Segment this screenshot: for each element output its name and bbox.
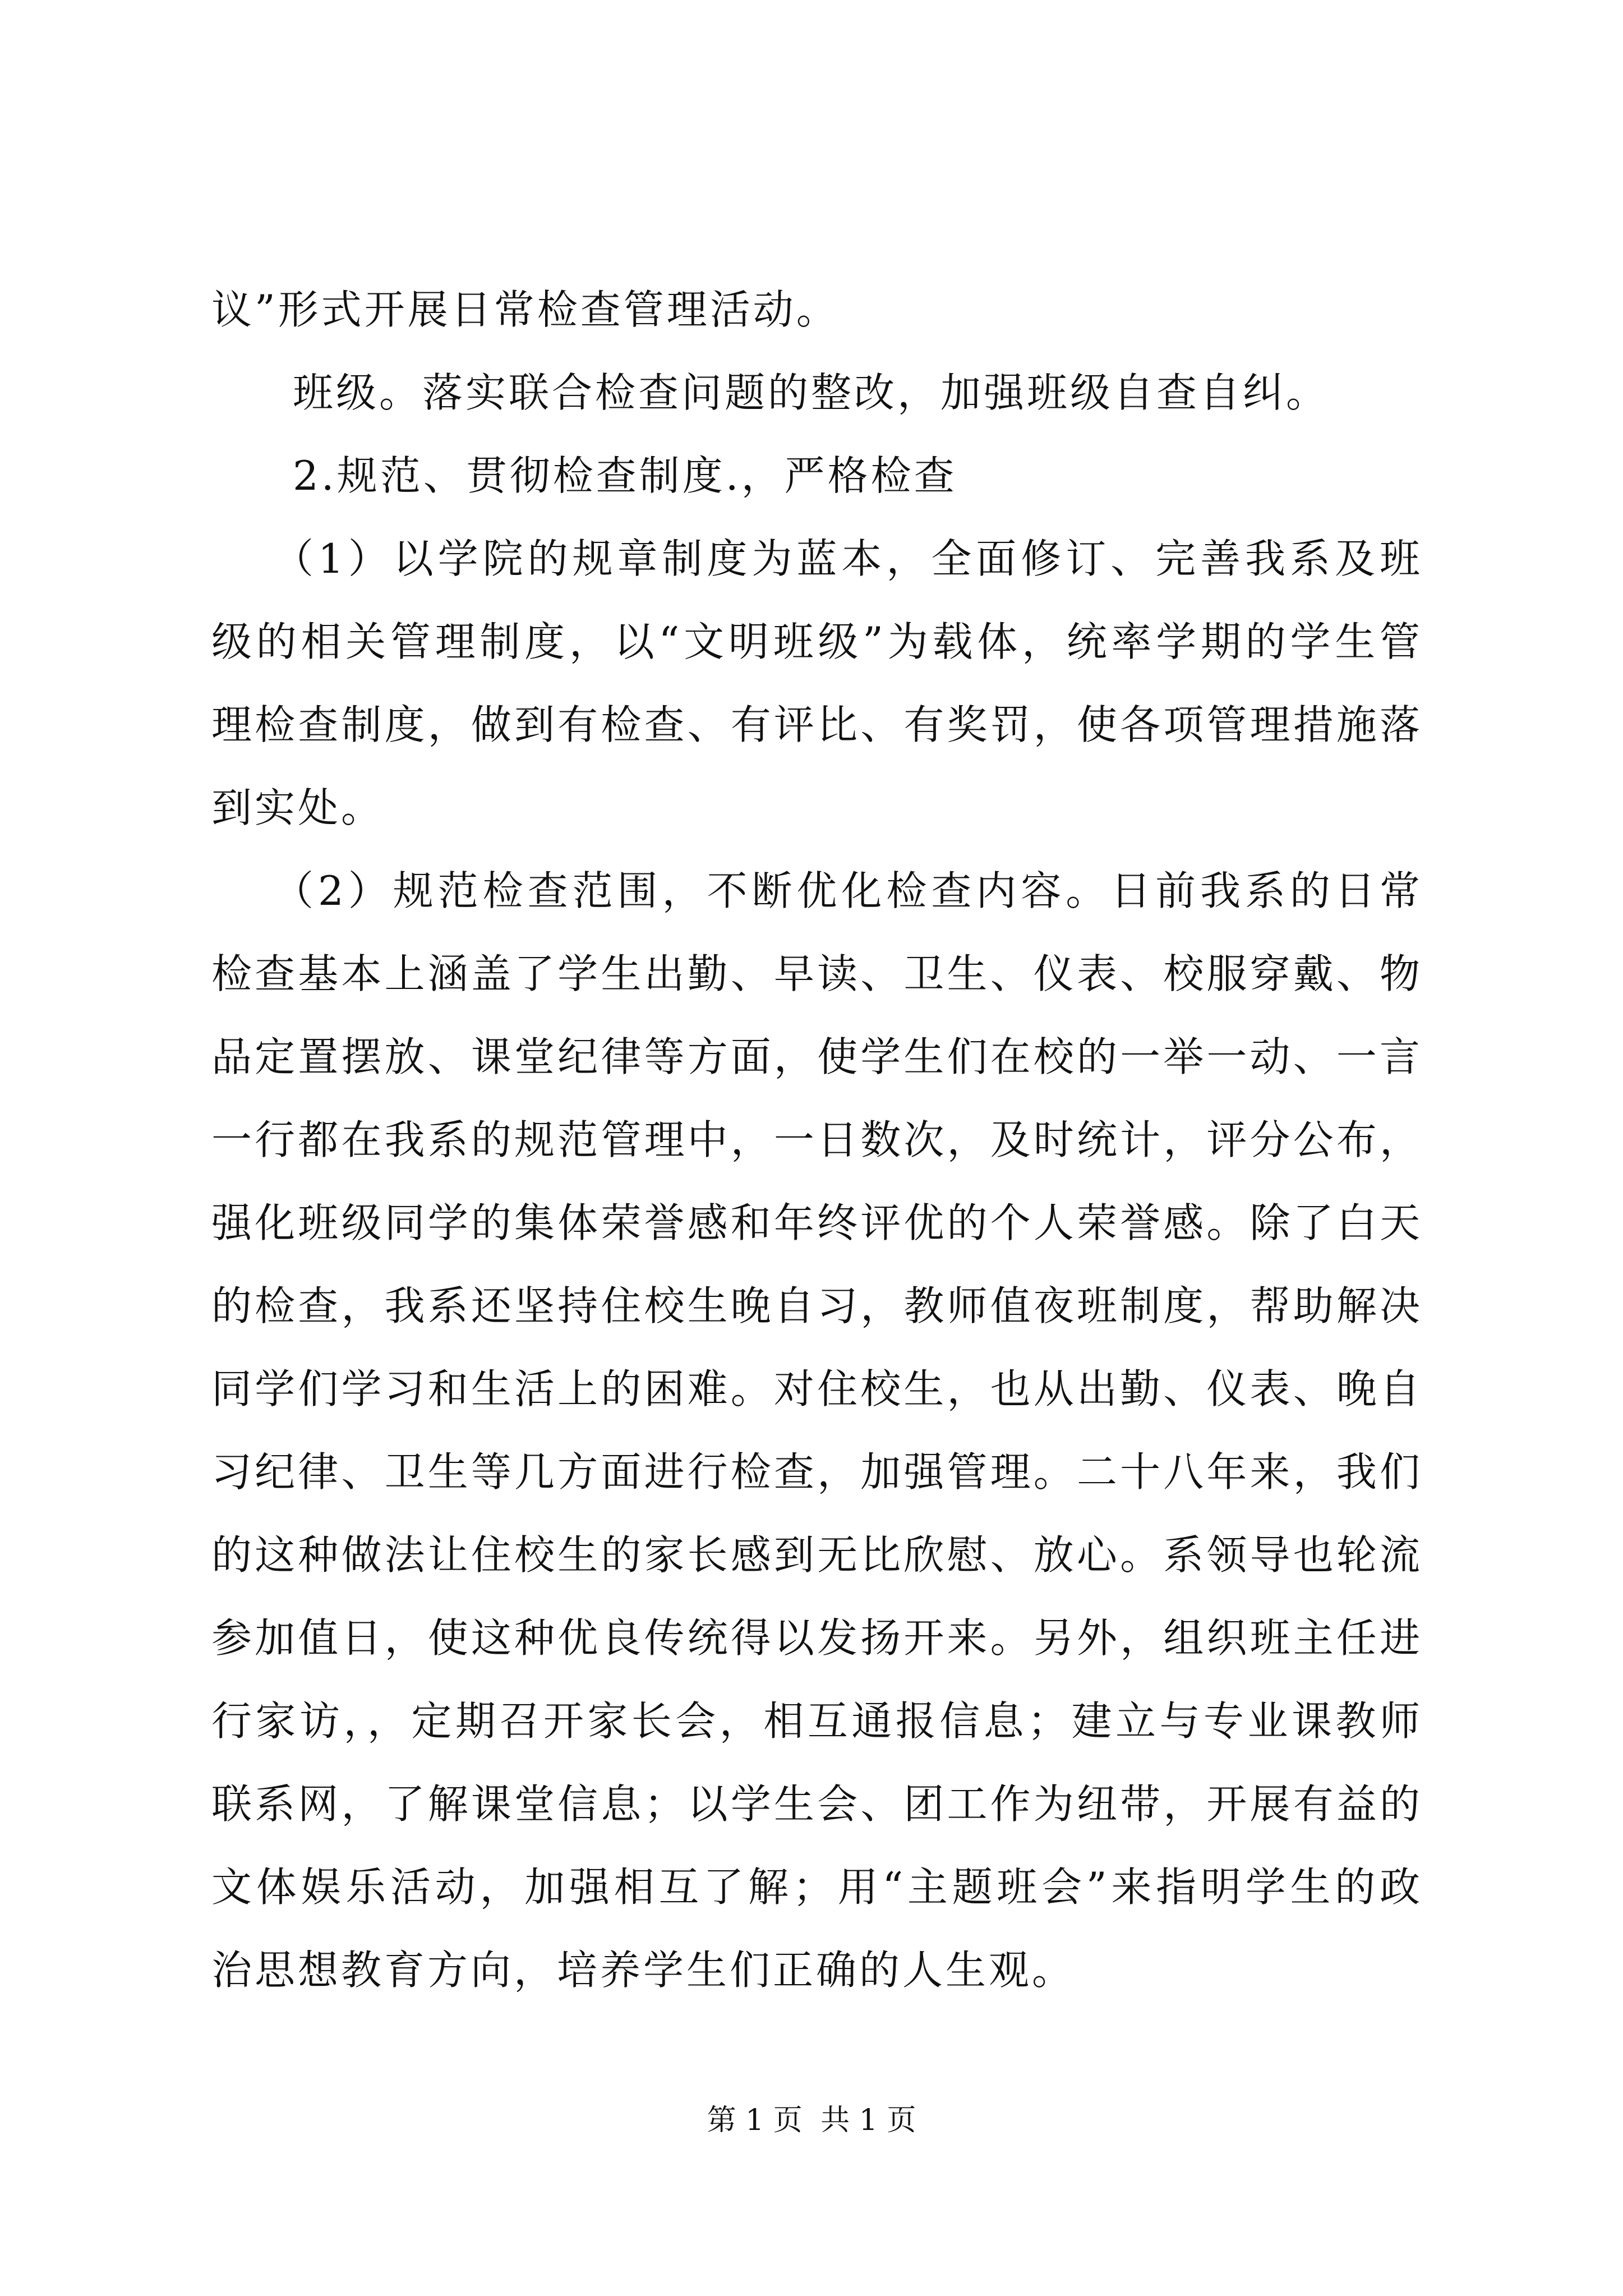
paragraph-item-2: （2）规范检查范围，不断优化检查内容。日前我系的日常检查基本上涵盖了学生出勤、早读、卫生、仪表、校服穿戴、物品定置摆放、课堂纪律等方面，使学生们在校的一举一动、一言一行都在我系的规范管理中，一日数次，及时统计，评分公布，强化班级同学的集体荣誉感和年终评优的个人荣誉感。除了白天的检查，我系还坚持住校生晚自习，教师值夜班制度，帮助解决同学们学习和生活上的困难。对住校生，也从出勤、仪表、晚自习纪律、卫生等几方面进行检查，加强管理。二十八年来，我们的这种做法让住校生的家长感到无比欣慰、放心。系领导也轮流参加值日，使这种优良传统得以发扬开来。另外，组织班主任进行家访，，定期召开家长会，相互通报信息；建立与专业课教师联系网，了解课堂信息；以学生会、团工作为纽带，开展有益的文体娱乐活动，加强相互了解；用“主题班会”来指明学生的政治思想教育方向，培养学生们正确的人生观。 <box>211 867 1423 1994</box>
paragraph-continuation: 议”形式开展日常检查管理活动。 <box>211 286 840 333</box>
paragraph-item-1: （1）以学院的规章制度为蓝本，全面修订、完善我系及班级的相关管理制度，以“文明班级”为载体，统率学期的学生管理检查制度，做到有检查、有评比、有奖罚，使各项管理措施落到实处。 <box>211 535 1423 831</box>
document-body <box>211 268 1423 2012</box>
page-total: 共 1 页 <box>820 2104 916 2137</box>
section-heading: 2.规范、贯彻检查制度.，严格检查 <box>293 452 957 499</box>
page-number: 第 1 页 <box>707 2104 803 2137</box>
page-footer <box>0 2098 1623 2143</box>
paragraph-class-rectification: 班级。落实联合检查问题的整改，加强班级自查自纠。 <box>293 369 1330 416</box>
